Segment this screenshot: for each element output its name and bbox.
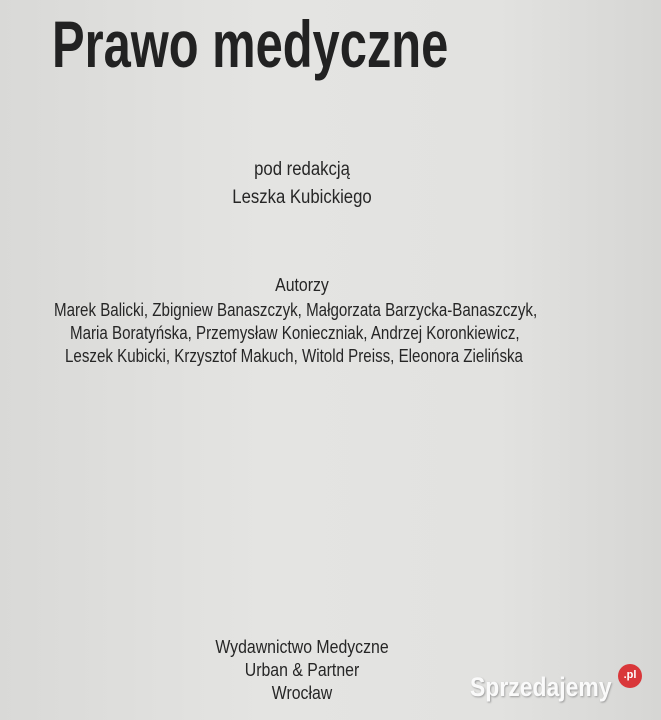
authors-line: Maria Boratyńska, Przemysław Konieczniak, Andrzej Koronkiewicz,	[70, 323, 520, 343]
watermark-badge: .pl	[618, 664, 642, 688]
authors-heading: Autorzy	[275, 275, 329, 295]
editor-name: Leszka Kubickiego	[232, 187, 372, 208]
publisher-city: Wrocław	[271, 683, 333, 703]
watermark-logo: Sprzedajemy	[470, 672, 612, 702]
authors-line: Leszek Kubicki, Krzysztof Makuch, Witold Preiss, Eleonora Zielińska	[65, 346, 523, 366]
publisher-name: Wydawnictwo Medyczne	[215, 637, 389, 657]
authors-line: Marek Balicki, Zbigniew Banaszczyk, Małgorzata Barzycka-Banaszczyk,	[54, 300, 538, 320]
editor-label: pod redakcją	[254, 159, 350, 180]
book-title: Prawo medyczne	[52, 7, 449, 81]
publisher-imprint: Urban & Partner	[244, 660, 360, 680]
